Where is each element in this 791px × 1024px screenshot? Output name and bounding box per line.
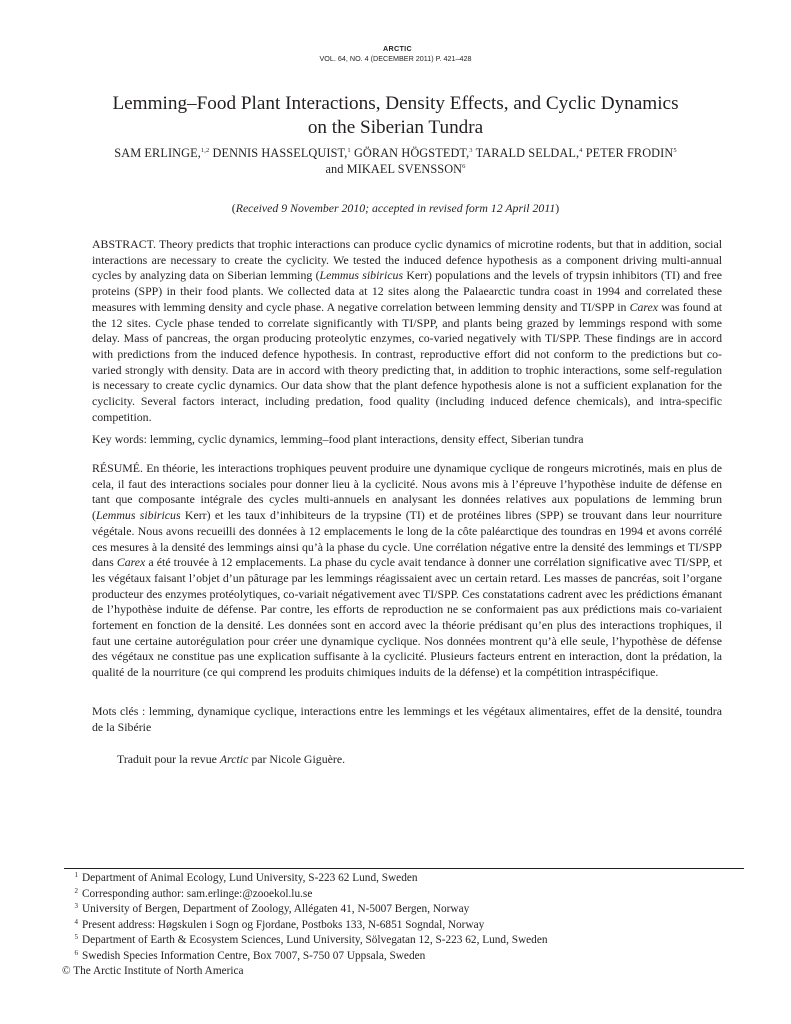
author-list [60,145,731,177]
affiliation-marker: 1,2 [200,147,210,154]
footnote-text: Department of Earth & Ecosystem Sciences, Lund University, Sölvegatan 12, S-223 62, Lund, Sweden [82,934,548,947]
author-name: SAM ERLINGE, [114,146,201,160]
journal-name: ARCTIC [383,44,412,53]
footnote: 4 Present address: Høgskulen i Sogn og Fjordane, Postboks 133, N-6851 Sogndal, Norway [74,917,485,931]
species-name: Lemmus sibiricus [95,508,181,523]
footnote-text: Corresponding author: sam.erlinge:@zooekol.lu.se [82,887,313,900]
genus-name: Carex [629,299,659,314]
volume-line: VOL. 64, NO. 4 (DECEMBER 2011) P. 421–428 [319,54,472,63]
keywords: Key words: lemming, cyclic dynamics, lemming–food plant interactions, density effect, Siberian tundra [92,432,584,446]
author-name: GÖRAN HÖGSTEDT, [350,146,470,160]
resume-label: RÉSUMÉ. [92,461,144,475]
journal-header [0,44,791,64]
title-line-2: on the Siberian Tundra [307,117,484,138]
footnote-text: Swedish Species Information Centre, Box 7007, S-750 07 Uppsala, Sweden [82,949,426,962]
received-dates: (Received 9 November 2010; accepted in revised form 12 April 2011) [231,201,560,215]
footnote-text: Present address: Høgskulen i Sogn og Fjordane, Postboks 133, N-6851 Sogndal, Norway [82,918,485,931]
footnote-text: University of Bergen, Department of Zoology, Allégaten 41, N-5007 Bergen, Norway [82,903,470,916]
footnote: 3 University of Bergen, Department of Zoology, Allégaten 41, N-5007 Bergen, Norway [74,902,470,916]
footnote: 1 Department of Animal Ecology, Lund University, S-223 62 Lund, Sweden [74,871,418,884]
footnote-text: Department of Animal Ecology, Lund University, S-223 62 Lund, Sweden [82,872,418,884]
footnote: 5 Department of Earth & Ecosystem Sciences, Lund University, Sölvegatan 12, S-223 62, Lund, Sweden [74,933,548,947]
abstract-label: ABSTRACT. [92,237,156,251]
translation-credit: Traduit pour la revue Arctic par Nicole Giguère. [117,752,346,766]
mots-cles: Mots clés : lemming, dynamique cyclique, interactions entre les lemmings et les végétaux alimentaires, effet de la densité, toundra de la Sibérie [92,704,722,734]
affiliation-marker: 6 [462,163,466,170]
author-name: DENNIS HASSELQUIST, [209,146,348,160]
author-name: PETER FRODIN [582,146,674,160]
journal-italic: Arctic [219,752,249,766]
genus-name: Carex [116,555,146,570]
abstract: ABSTRACT. Theory predicts that trophic interactions can produce cyclic dynamics of microtine rodents, but that in addition, social interactions are necessary to create the cyclicity. We tested the induced defence hypothesis as a component driving multi-annual cycles by analyzing data on Siberian lemming (Lemmus sibiricus Kerr) populations and the levels of trypsin inhibitors (TI) and free proteins (SPP) in their food plants. We collected data at 12 sites along the Palaearctic tundra coast in 1994 and correlated these measures with lemming density and cycle phase. A negative correlation between lemming density and TI/SPP in Carex was found at the 12 sites. Cycle phase tended to correlate significantly with TI/SPP, and plants being grazed by lemmings respond with some delay. Mass of pancreas, the organ producing proteolytic enzymes, co-varied negatively with TI/SPP. These findings are in accord with predictions from the induced defence hypothesis. In contrast, reproductive effort did not conform to the predictions but co-varied strongly with density. Data are in accord with theory predicting that, in addition to trophic interactions, some self-regulation is necessary to create cyclic dynamics. Our data show that the plant defence hypothesis alone is not a sufficient explanation for the cyclicity. Several factors interact, including predation, food quality (including induced defence chemicals), and intra-specific competition. [92,237,723,424]
affiliation-marker: 4 [579,147,583,154]
copyright-notice: © The Arctic Institute of North America [62,965,244,977]
footnote: 2 Corresponding author: sam.erlinge:@zooekol.lu.se [74,886,313,900]
footnote-list [66,871,547,965]
received-text: Received 9 November 2010; accepted in revised form 12 April 2011 [235,201,556,215]
resume: RÉSUMÉ. En théorie, les interactions trophiques peuvent produire une dynamique cyclique de rongeurs microtinés, mais en plus de cela, il faut des interactions sociales pour donner lieu à la cyclicité. Nous avons mis à l’épreuve l’hypothèse induite de défense en tant que composante intégrale des cycles multi-annuels en analysant les données relatives aux populations de lemming brun (Lemmus sibiricus Kerr) et les taux d’inhibiteurs de la trypsine (TI) et de protéines libres (SPP) se trouvant dans leur nourriture végétale. Nous avons recueilli des données à 12 emplacements le long de la côte paléarctique des toundras en 1994 et avons corrélé ces mesures à la densité des lemmings ainsi qu’à la phase du cycle. Une corrélation négative entre la densité des lemmings et TI/SPP dans Carex a été trouvée à 12 emplacements. La phase du cycle avait tendance à donner une corrélation significative avec TI/SPP, et les végétaux faisant l’objet d’un pâturage par les lemmings réagissaient avec un certain retard. Les masses de pancréas, soit l’organe producteur des enzymes protéolytiques, co-variait négativement avec TI/SPP. Ces constatations cadrent avec les prédictions émanant de l’hypothèse induite de défense. Par contre, les efforts de reproduction ne se conformaient pas aux prédictions mais co-variaient fortement en fonction de la densité. Les données sont en accord avec la théorie prédisant qu’en plus des interactions trophiques, il faut une certaine autorégulation pour créer une dynamique cyclique. Nos données montrent qu’à elle seule, l’hypothèse de défense des végétaux ne constitue pas une explication suffisante à la cyclicité. Plusieurs facteurs entrent en interaction, dont la prédation, la qualité de la nourriture (ce qui comprend les produits chimiques induits de la défense) et la compétition intraspécifique. [92,461,723,680]
affiliation-marker: 5 [673,147,677,154]
footnote-divider [64,868,744,869]
title-line-1: Lemming–Food Plant Interactions, Density Effects, and Cyclic Dynamics [112,93,679,114]
affiliation-marker: 3 [469,147,473,154]
article-title [60,92,731,140]
author-name: and MIKAEL SVENSSON [325,162,463,176]
author-name: TARALD SELDAL, [472,146,580,160]
footnote: 6 Swedish Species Information Centre, Box 7007, S-750 07 Uppsala, Sweden [74,948,426,962]
affiliation-marker: 1 [347,147,351,154]
species-name: Lemmus sibiricus [319,268,404,283]
